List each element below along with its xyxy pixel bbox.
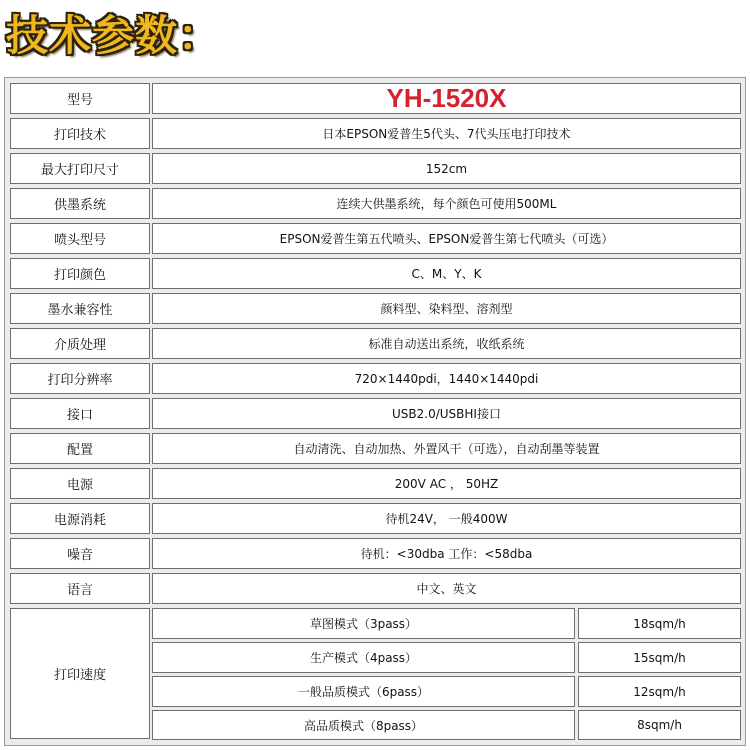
spec-value-ink-compat: 颜料型、染料型、溶剂型 <box>152 293 741 324</box>
spec-value-resolution: 720×1440pdi，1440×1440pdi <box>152 363 741 394</box>
spec-label-max-size: 最大打印尺寸 <box>10 153 150 184</box>
spec-label-resolution: 打印分辨率 <box>10 363 150 394</box>
spec-value-language: 中文、英文 <box>152 573 741 604</box>
speed-mode-normal: 一般品质模式（6pass） <box>152 676 575 707</box>
spec-value-config: 自动清洗、自动加热、外置风干（可选），自动刮墨等装置 <box>152 433 741 464</box>
spec-label-colors: 打印颜色 <box>10 258 150 289</box>
speed-value-high-quality: 8sqm/h <box>578 710 741 740</box>
speed-mode-draft: 草图模式（3pass） <box>152 608 575 639</box>
spec-label-power: 电源 <box>10 468 150 499</box>
spec-value-media: 标准自动送出系统，收纸系统 <box>152 328 741 359</box>
speed-mode-high-quality: 高品质模式（8pass） <box>152 710 575 740</box>
spec-value-colors: C、M、Y、K <box>152 258 741 289</box>
spec-value-power-use: 待机24V， 一般400W <box>152 503 741 534</box>
spec-value-power: 200V AC ， 50HZ <box>152 468 741 499</box>
spec-label-model: 型号 <box>10 83 150 114</box>
spec-value-nozzle: EPSON爱普生第五代喷头、EPSON爱普生第七代喷头（可选） <box>152 223 741 254</box>
spec-label-print-tech: 打印技术 <box>10 118 150 149</box>
speed-value-draft: 18sqm/h <box>578 608 741 639</box>
speed-value-normal: 12sqm/h <box>578 676 741 707</box>
speed-value-production: 15sqm/h <box>578 642 741 673</box>
spec-label-nozzle: 喷头型号 <box>10 223 150 254</box>
spec-value-print-tech: 日本EPSON爱普生5代头、7代头压电打印技术 <box>152 118 741 149</box>
spec-table <box>4 77 746 746</box>
spec-label-noise: 噪音 <box>10 538 150 569</box>
spec-value-model: YH-1520X <box>152 83 741 114</box>
spec-value-noise: 待机：<30dba 工作：<58dba <box>152 538 741 569</box>
spec-heading: 技术参数： <box>6 11 222 60</box>
spec-value-ink-supply: 连续大供墨系统，每个颜色可使用500ML <box>152 188 741 219</box>
spec-label-language: 语言 <box>10 573 150 604</box>
spec-value-max-size: 152cm <box>152 153 741 184</box>
speed-mode-production: 生产模式（4pass） <box>152 642 575 673</box>
spec-label-ink-compat: 墨水兼容性 <box>10 293 150 324</box>
spec-label-interface: 接口 <box>10 398 150 429</box>
spec-value-interface: USB2.0/USBHI接口 <box>152 398 741 429</box>
spec-label-media: 介质处理 <box>10 328 150 359</box>
spec-label-power-use: 电源消耗 <box>10 503 150 534</box>
spec-label-config: 配置 <box>10 433 150 464</box>
spec-label-ink-supply: 供墨系统 <box>10 188 150 219</box>
spec-label-print-speed: 打印速度 <box>10 608 150 739</box>
